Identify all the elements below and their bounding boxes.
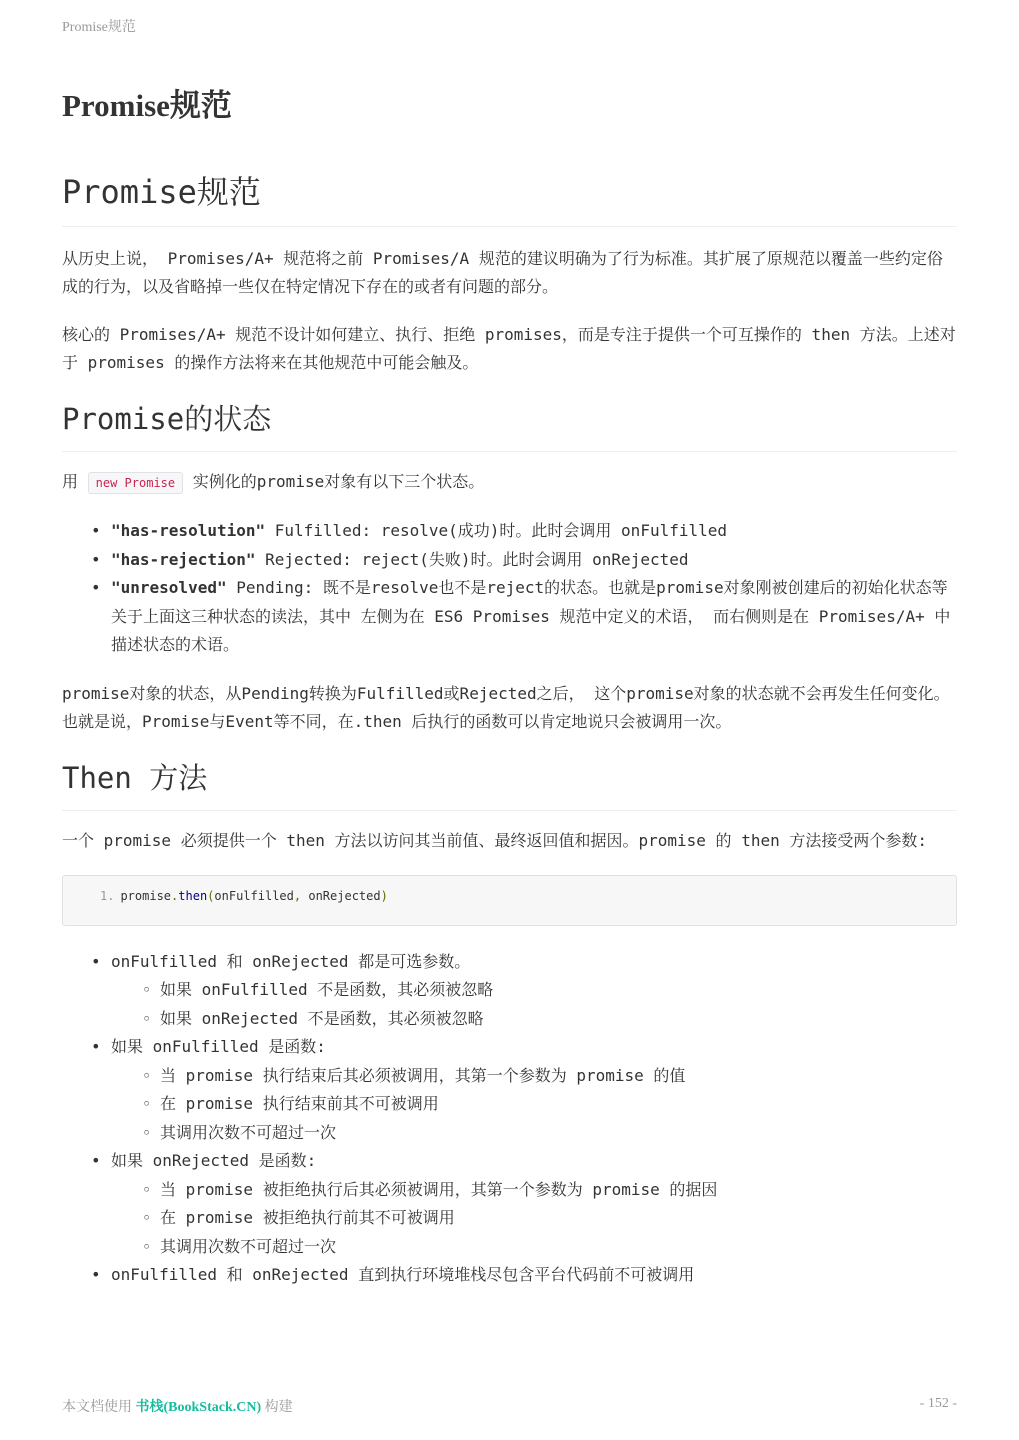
state-key: "unresolved" [111,578,227,597]
code-token: ( [207,888,215,903]
footer-suffix: 构建 [264,1400,293,1415]
article-body [62,168,957,1310]
sub-list-item: ◦ 在 promise 执行结束前其不可被调用 [62,1090,957,1119]
code-token: . [171,888,179,903]
sub-list-item: ◦ 当 promise 被拒绝执行后其必须被调用，其第一个参数为 promise 的据因 [62,1176,957,1205]
code-token: promise [120,888,172,903]
code-line-number: 1. [100,888,115,903]
code-token: onFulfilled [214,888,294,903]
code-token: onRejected [301,888,381,903]
footer-credit [62,1396,293,1416]
state-note: 关于上面这三种状态的读法，其中 左侧为在 ES6 Promises 规范中定义的术语， 而右侧则是在 Promises/A+ 中描述状态的术语。 [111,606,951,654]
code-token: ) [380,888,388,903]
state-key: "has-resolution" [111,521,266,540]
sub-list-item: ◦ 当 promise 执行结束后其必须被调用，其第一个参数为 promise 的值 [62,1062,957,1091]
list-item [62,574,957,660]
state-text: Pending: 既不是resolve也不是reject的状态。也就是promise对象刚被创建后的初始化状态等 [226,578,948,597]
section-heading-states: Promise的状态 [62,397,957,452]
list-item: • 如果 onFulfilled 是函数: [62,1033,957,1062]
sub-list-item: ◦ 其调用次数不可超过一次 [62,1233,957,1262]
code-token: , [293,888,302,903]
state-text: Rejected: reject(失败)时。此时会调用 onRejected [255,549,689,569]
sub-list-item: ◦ 其调用次数不可超过一次 [62,1119,957,1148]
footer-prefix: 本文档使用 [62,1400,132,1415]
code-block [62,875,957,926]
paragraph-then-intro: 一个 promise 必须提供一个 then 方法以访问其当前值、最终返回值和据因。promise 的 then 方法接受两个参数: [62,830,927,850]
list-item [62,546,957,575]
code-token: then [178,888,208,903]
paragraph-core: 核心的 Promises/A+ 规范不设计如何建立、执行、拒绝 promises，而是专注于提供一个可互操作的 then 方法。上述对于 promises 的操作方法将来在其他规范中可能会触及。 [62,325,956,372]
list-item: • 如果 onRejected 是函数: [62,1147,957,1176]
sub-list-item: ◦ 如果 onRejected 不是函数，其必须被忽略 [62,1005,957,1034]
states-intro-pre: 用 [62,472,79,491]
states-list [62,517,957,660]
list-item: • onFulfilled 和 onRejected 直到执行环境堆栈尽包含平台代码前不可被调用 [62,1261,957,1290]
state-text: Fulfilled: resolve(成功)时。此时会调用 onFulfilled [265,521,728,540]
paragraph-history: 从历史上说， Promises/A+ 规范将之前 Promises/A 规范的建议明确为了行为标准。其扩展了原规范以覆盖一些约定俗成的行为，以及省略掉一些仅在特定情况下存在的或者有问题的部分。 [62,249,943,296]
section-heading-then: Then 方法 [62,756,957,811]
bookstack-link[interactable]: 书栈(BookStack.CN) [135,1400,262,1415]
section-heading-promise-spec: Promise规范 [62,168,957,227]
states-intro-post: 实例化的promise对象有以下三个状态。 [192,472,485,491]
list-item: • onFulfilled 和 onRejected 都是可选参数。 [62,948,957,977]
sub-list-item: ◦ 在 promise 被拒绝执行前其不可被调用 [62,1204,957,1233]
list-item [62,517,957,546]
page-number: - 152 - [919,1396,957,1411]
paragraph-state-change: promise对象的状态，从Pending转换为Fulfilled或Rejected之后， 这个promise对象的状态就不会再发生任何变化。也就是说，Promise与Event等不同，在.then 后执行的函数可以肯定地说只会被调用一次。 [62,683,950,731]
sub-list-item: ◦ 如果 onFulfilled 不是函数，其必须被忽略 [62,976,957,1005]
inline-code-new-promise: new Promise [88,472,183,494]
running-header: Promise规范 [62,20,136,35]
state-key: "has-rejection" [111,549,256,569]
then-rules-list [62,948,957,1290]
chapter-title: Promise规范 [62,88,232,123]
paragraph-states-intro [62,468,957,497]
